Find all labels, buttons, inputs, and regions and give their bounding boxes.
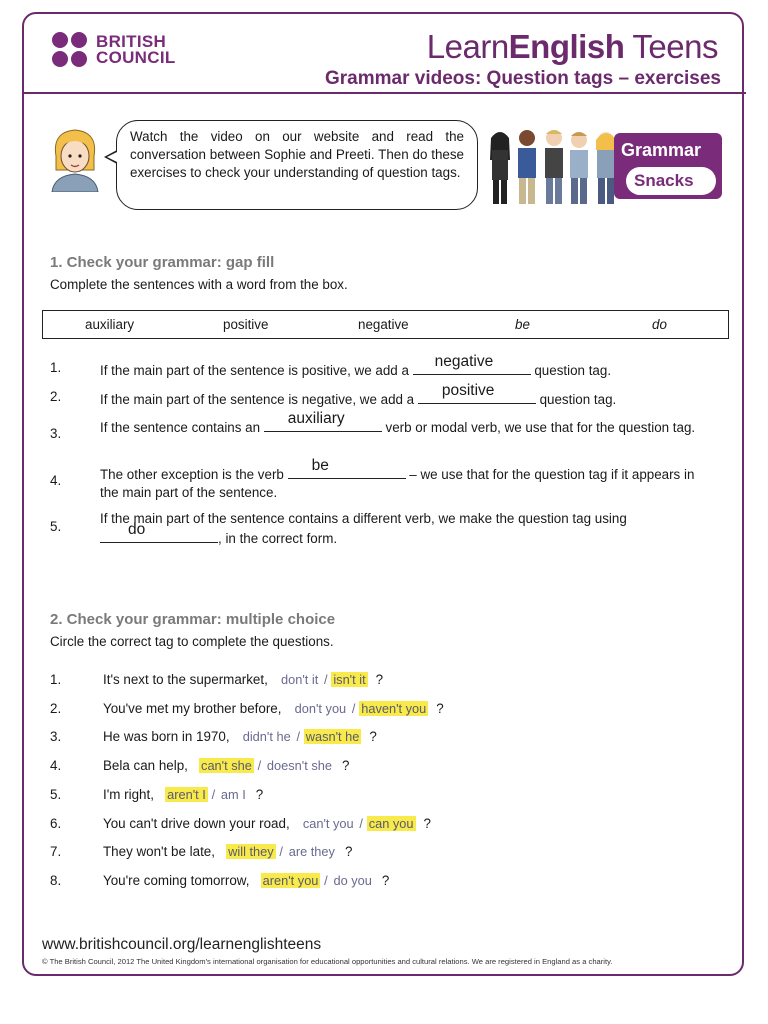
brand-learn: Learn (426, 28, 509, 65)
org-name (96, 34, 176, 66)
mc-question (103, 729, 377, 744)
answer-blank[interactable] (418, 382, 536, 404)
mc-question (103, 787, 263, 802)
question-mark: ? (344, 844, 353, 859)
tag-option[interactable]: isn't it (333, 672, 366, 687)
option-separator: / (324, 672, 328, 687)
tag-option[interactable]: aren't you (262, 873, 319, 888)
gapfill-text-before: If the main part of the sentence is positive, we add a (100, 363, 413, 378)
gapfill-item (100, 410, 715, 437)
mc-question (103, 873, 389, 888)
gapfill-text-before: The other exception is the verb (100, 467, 288, 482)
gapfill-item (100, 353, 715, 380)
tag-option[interactable]: can't she (201, 758, 252, 773)
tag-option[interactable]: aren't I (167, 787, 206, 802)
org-name-line1: BRITISH (96, 32, 167, 51)
tag-option[interactable]: can't you (302, 816, 354, 831)
section2-instruction: Circle the correct tag to complete the questions. (50, 634, 334, 649)
mc-number: 8. (50, 873, 62, 888)
tag-option[interactable]: doesn't she (266, 758, 332, 773)
answer-blank[interactable] (264, 410, 382, 432)
gapfill-item (100, 510, 715, 548)
question-mark: ? (341, 758, 350, 773)
answer-text: auxiliary (287, 410, 345, 427)
british-council-logo (52, 32, 176, 68)
section2-title: 2. Check your grammar: multiple choice (50, 611, 336, 628)
answer-blank[interactable] (100, 521, 218, 543)
option-separator: / (279, 844, 283, 859)
gapfill-item (100, 457, 715, 502)
mc-question-text: It's next to the supermarket, (103, 672, 268, 687)
footer-copyright: © The British Council, 2012 The United Kingdom's international organisation for educational opportunities and cultural relations. We are registered in England as a charity. (42, 957, 613, 966)
question-mark: ? (381, 873, 390, 888)
word-box (42, 310, 729, 339)
gapfill-text-after: question tag. (530, 363, 612, 378)
option-separator: / (324, 873, 328, 888)
word-box-item: positive (223, 317, 269, 332)
tag-option[interactable]: are they (288, 844, 335, 859)
word-box-item: do (652, 317, 667, 332)
option-separator: / (211, 787, 216, 802)
word-box-item: auxiliary (85, 317, 135, 332)
answer-text: be (311, 457, 329, 474)
intro-text: Watch the video on our website and read the conversation between Sophie and Preeti. Then do these exercises to check your understanding of question tags. (130, 129, 464, 180)
tag-option[interactable]: do you (333, 873, 372, 888)
mc-question (103, 701, 444, 716)
question-mark: ? (375, 672, 384, 687)
mc-number: 1. (50, 672, 62, 687)
gapfill-text-after: verb or modal verb, we use that for the question tag. (381, 420, 696, 435)
tag-option[interactable]: don't you (294, 701, 347, 716)
answer-text: positive (441, 382, 495, 399)
gapfill-item (100, 382, 715, 409)
speech-bubble-tail-inner (107, 152, 117, 162)
tag-option[interactable]: don't it (280, 672, 319, 687)
mc-question-text: I'm right, (103, 787, 154, 802)
option-separator: / (351, 701, 356, 716)
brand-english: English (508, 28, 625, 65)
mc-question (103, 672, 383, 687)
mc-number: 6. (50, 816, 62, 831)
mc-number: 2. (50, 701, 62, 716)
tag-option[interactable]: will they (228, 844, 274, 859)
mc-number: 4. (50, 758, 62, 773)
gapfill-number: 3. (50, 426, 62, 441)
mc-question-text: Bela can help, (103, 758, 188, 773)
badge-snacks-text: Snacks (634, 171, 694, 190)
mc-question (103, 816, 431, 831)
answer-text: negative (434, 353, 494, 370)
page-title: Grammar videos: Question tags – exercises (324, 68, 721, 89)
mc-question-text: You're coming tomorrow, (103, 873, 250, 888)
option-separator: / (296, 729, 300, 744)
gapfill-number: 1. (50, 360, 62, 375)
gapfill-text-after: question tag. (535, 392, 617, 407)
gapfill-number: 5. (50, 519, 62, 534)
answer-text: do (128, 521, 146, 538)
sophie-avatar-icon (46, 126, 104, 192)
tag-option[interactable]: can you (368, 816, 414, 831)
logo-dots-icon (52, 32, 90, 68)
question-mark: ? (369, 729, 377, 744)
option-separator: / (359, 816, 363, 831)
answer-blank[interactable] (288, 457, 406, 479)
question-mark: ? (423, 816, 431, 831)
mc-question-text: You've met my brother before, (103, 701, 282, 716)
word-box-item: negative (358, 317, 409, 332)
grammar-snacks-badge (614, 133, 722, 199)
footer-url[interactable]: www.britishcouncil.org/learnenglishteens (42, 936, 322, 953)
learnenglish-teens-logo (427, 28, 718, 66)
mc-question-text: He was born in 1970, (103, 729, 230, 744)
mc-number: 5. (50, 787, 62, 802)
section1-title: 1. Check your grammar: gap fill (50, 254, 275, 271)
option-separator: / (257, 758, 262, 773)
tag-option[interactable]: wasn't he (305, 729, 360, 744)
gapfill-text-before: If the main part of the sentence is negative, we add a (100, 392, 418, 407)
gapfill-text-before: If the sentence contains an (100, 420, 264, 435)
mc-question-text: They won't be late, (103, 844, 215, 859)
mc-number: 7. (50, 844, 62, 859)
gapfill-text-after: , in the correct form. (218, 531, 338, 546)
intro-speech-bubble (116, 120, 478, 210)
mc-question-text: You can't drive down your road, (103, 816, 290, 831)
brand-teens: Teens (624, 28, 718, 65)
word-box-item: be (515, 317, 530, 332)
gapfill-number: 4. (50, 473, 62, 488)
section1-instruction: Complete the sentences with a word from the box. (50, 277, 348, 292)
answer-blank[interactable] (413, 353, 531, 375)
question-mark: ? (436, 701, 444, 716)
gapfill-number: 2. (50, 389, 62, 404)
question-mark: ? (255, 787, 264, 802)
tag-option[interactable]: didn't he (242, 729, 291, 744)
gapfill-text-before: If the main part of the sentence contains a different verb, we make the question tag using (100, 511, 627, 526)
badge-grammar-text: Grammar (621, 140, 702, 160)
mc-question (103, 758, 349, 773)
characters-illustration-icon (486, 126, 622, 210)
gapfill-text-after: – we use that for the question tag if it appears in the main part of the sentence. (100, 467, 695, 500)
tag-option[interactable]: am I (220, 787, 246, 802)
mc-question (103, 844, 352, 859)
tag-option[interactable]: haven't you (361, 701, 427, 716)
org-name-line2: COUNCIL (96, 48, 176, 67)
header-divider (22, 92, 746, 94)
mc-number: 3. (50, 729, 62, 744)
